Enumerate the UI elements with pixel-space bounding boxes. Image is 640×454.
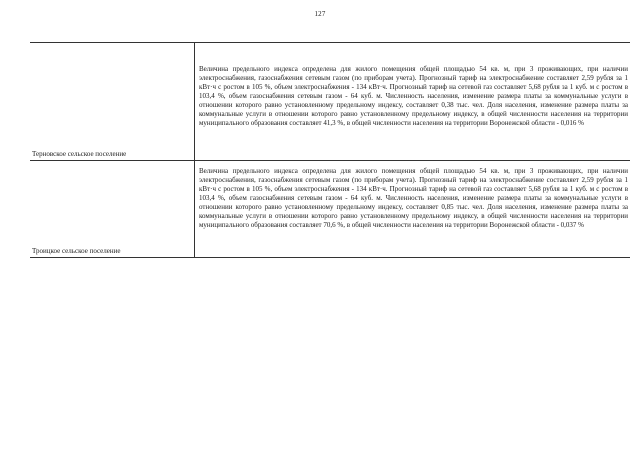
settlement-name-cell: [30, 43, 195, 160]
table-row: [30, 161, 630, 258]
settlement-name: Троицкое сельское поселение: [32, 247, 121, 255]
settlements-table: [30, 42, 630, 258]
settlement-name: Терновское сельское поселение: [32, 150, 127, 158]
table-row: [30, 43, 630, 161]
settlement-name-cell: [30, 161, 195, 257]
page-number: 127: [314, 10, 326, 18]
index-description: Величина предельного индекса определена для жилого помещения общей площадью 54 кв. м, при 3 проживающих, при наличии электроснабжения, газоснабжения сетевым газом (по приборам учета). Прогнозный тариф на электроснабжение составляет 2,59 рубля за 1 кВт·ч с ростом в 105 %, объем электроснабжения - 134 кВт·ч. Прогнозный тариф на сетевой газ составляет 5,68 рубля за 1 куб. м с ростом в 103,4 %, объем газоснабжения сетевым газом - 64 куб. м. Численность населения, изменение размера платы за коммунальные услуги в отношении которого равно установленному предельному индексу, составляет 0,85 тыс. чел. Доля населения, изменение размера платы за коммунальные услуги в отношении которого равно установленному предельному индексу, в общей численности населения на территории муниципального образования составляет 70,6 %, в общей численности населения на территории Воронежской области - 0,037 %: [199, 167, 628, 229]
index-description: Величина предельного индекса определена для жилого помещения общей площадью 54 кв. м, при 3 проживающих, при наличии электроснабжения, газоснабжения сетевым газом (по приборам учета). Прогнозный тариф на электроснабжение составляет 2,59 рубля за 1 кВт·ч с ростом в 105 %, объем электроснабжения - 134 кВт·ч. Прогнозный тариф на сетевой газ составляет 5,68 рубля за 1 куб. м с ростом в 103,4 %, объем газоснабжения сетевым газом - 64 куб. м. Численность населения, изменение размера платы за коммунальные услуги в отношении которого равно установленному предельному индексу, составляет 0,38 тыс. чел. Доля населения, изменение размера платы за коммунальные услуги в отношении которого равно установленному предельному индексу, в общей численности населения на территории муниципального образования составляет 41,3 %, в общей численности населения на территории Воронежской области - 0,016 %: [199, 65, 628, 127]
